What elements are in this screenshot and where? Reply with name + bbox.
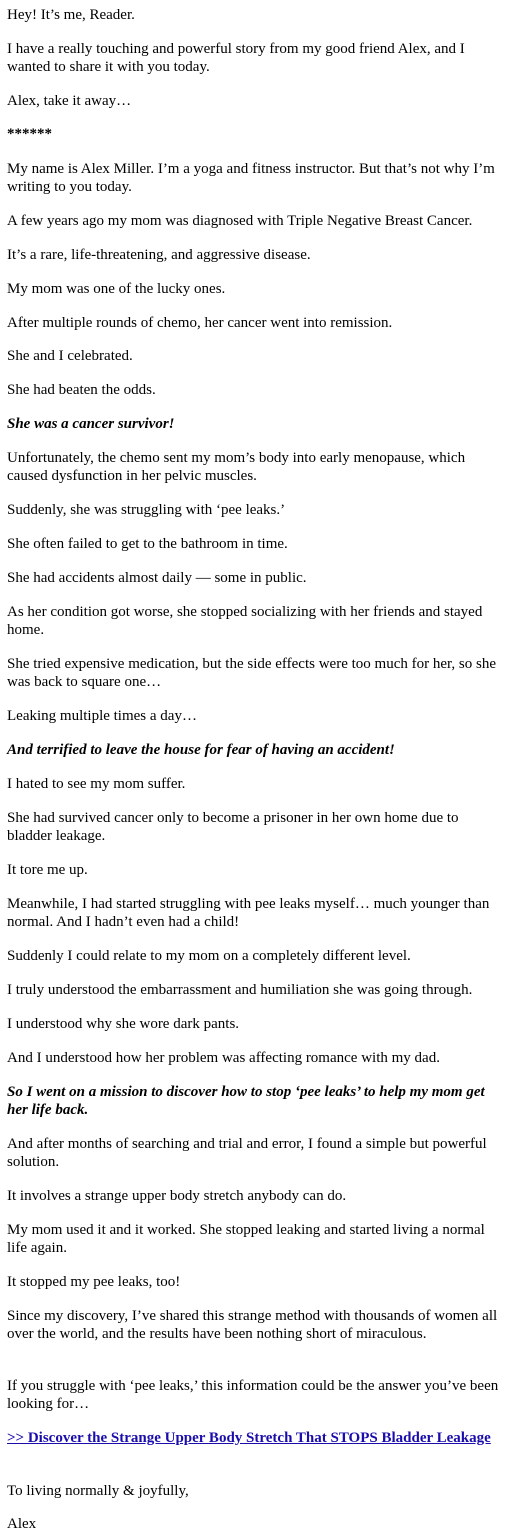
cta-paragraph (7, 1429, 505, 1447)
story-paragraph-21: Suddenly I could relate to my mom on a completely different level. (7, 948, 411, 964)
story-paragraph-1: My name is Alex Miller. I’m a yoga and fitness instructor. But that’s not why I’m writing to you today. (7, 161, 495, 195)
story-emphasis-terrified: And terrified to leave the house for fear of having an accident! (7, 742, 395, 758)
handoff-line: Alex, take it away… (7, 93, 132, 109)
story-paragraph-18: She had survived cancer only to become a prisoner in her own home due to bladder leakage. (7, 810, 459, 844)
story-paragraph-6: She and I celebrated. (7, 348, 133, 364)
story-paragraph-3: It’s a rare, life-threatening, and aggressive disease. (7, 247, 311, 263)
story-paragraph-11: She often failed to get to the bathroom in time. (7, 536, 288, 552)
story-paragraph-30: Since my discovery, I’ve shared this strange method with thousands of women all over the world, and the results have been nothing short of miraculous. (7, 1308, 498, 1342)
story-paragraph-5: After multiple rounds of chemo, her cancer went into remission. (7, 315, 393, 331)
story-paragraph-26: And after months of searching and trial and error, I found a simple but powerful solution. (7, 1136, 487, 1170)
story-paragraph-14: She tried expensive medication, but the side effects were too much for her, so she was back to square one… (7, 656, 496, 690)
story-paragraph-22: I truly understood the embarrassment and humiliation she was going through. (7, 982, 473, 998)
story-paragraph-7: She had beaten the odds. (7, 382, 156, 398)
separator: ****** (7, 126, 52, 142)
story-paragraph-28: My mom used it and it worked. She stopped leaking and started living a normal life again. (7, 1222, 485, 1256)
closing-line: To living normally & joyfully, (7, 1483, 189, 1499)
story-paragraph-20: Meanwhile, I had started struggling with pee leaks myself… much younger than normal. And I hadn’t even had a child! (7, 896, 490, 930)
story-paragraph-29: It stopped my pee leaks, too! (7, 1274, 181, 1290)
story-paragraph-15: Leaking multiple times a day… (7, 708, 197, 724)
intro-paragraph: I have a really touching and powerful story from my good friend Alex, and I wanted to share it with you today. (7, 41, 465, 75)
story-paragraph-13: As her condition got worse, she stopped socializing with her friends and stayed home. (7, 604, 483, 638)
greeting: Hey! It’s me, Reader. (7, 7, 135, 23)
story-paragraph-12: She had accidents almost daily — some in public. (7, 570, 307, 586)
story-paragraph-19: It tore me up. (7, 862, 88, 878)
story-paragraph-9: Unfortunately, the chemo sent my mom’s body into early menopause, which caused dysfunction in her pelvic muscles. (7, 450, 466, 484)
story-paragraph-4: My mom was one of the lucky ones. (7, 281, 226, 297)
story-paragraph-10: Suddenly, she was struggling with ‘pee leaks.’ (7, 502, 286, 518)
story-paragraph-2: A few years ago my mom was diagnosed with Triple Negative Breast Cancer. (7, 213, 473, 229)
story-paragraph-17: I hated to see my mom suffer. (7, 776, 186, 792)
story-paragraph-24: And I understood how her problem was affecting romance with my dad. (7, 1050, 440, 1066)
story-paragraph-23: I understood why she wore dark pants. (7, 1016, 240, 1032)
story-emphasis-survivor: She was a cancer survivor! (7, 416, 175, 432)
signature: Alex (7, 1516, 37, 1532)
story-paragraph-31: If you struggle with ‘pee leaks,’ this information could be the answer you’ve been looking for… (7, 1378, 499, 1412)
story-emphasis-mission: So I went on a mission to discover how to stop ‘pee leaks’ to help my mom get her life back. (7, 1084, 485, 1118)
cta-link[interactable]: >> Discover the Strange Upper Body Stretch That STOPS Bladder Leakage (7, 1430, 491, 1446)
story-paragraph-27: It involves a strange upper body stretch anybody can do. (7, 1188, 347, 1204)
